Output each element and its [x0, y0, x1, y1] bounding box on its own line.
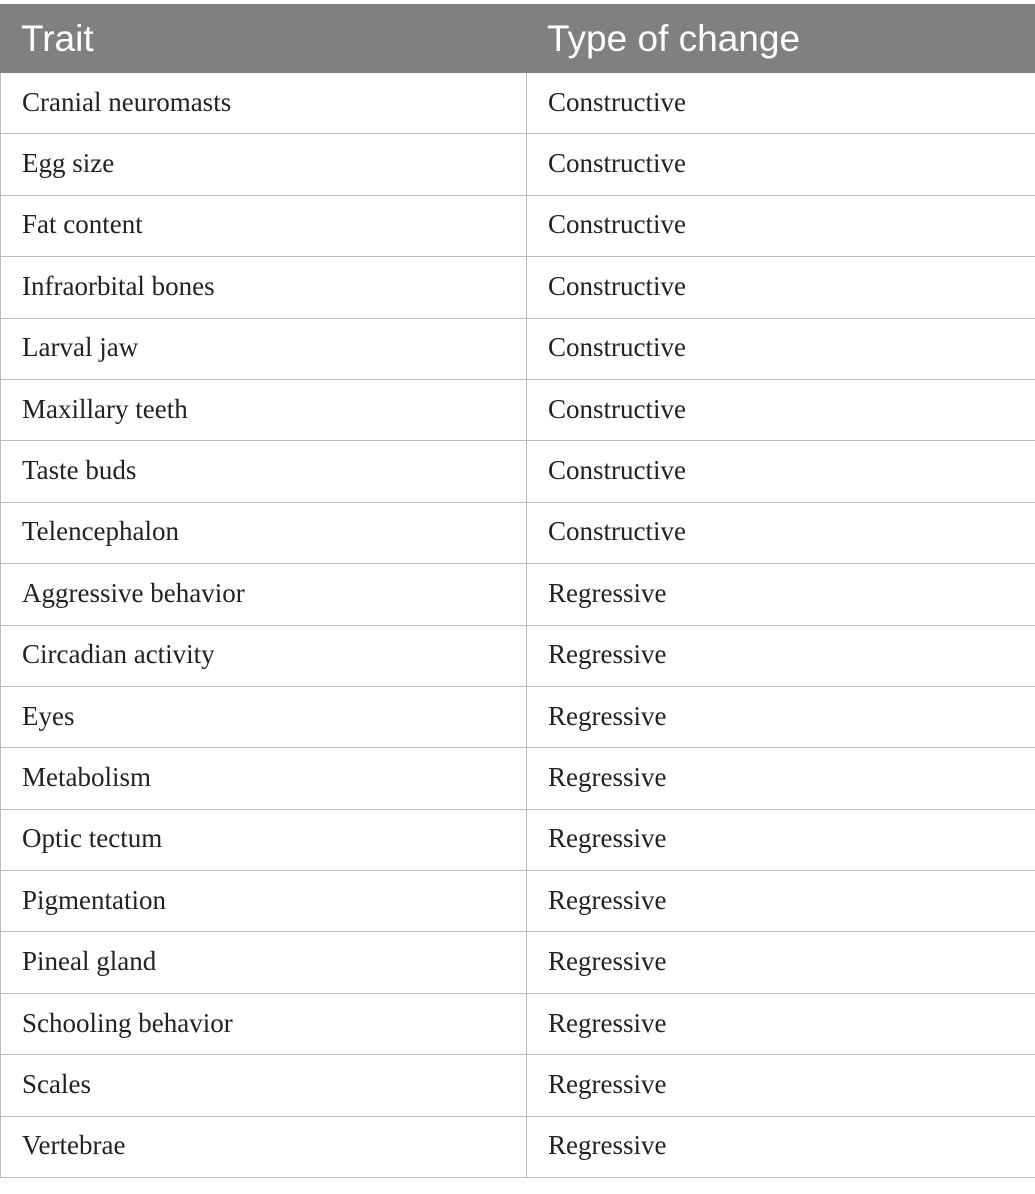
- type-of-change-cell: Constructive: [527, 73, 1035, 134]
- table-row: [1, 257, 1035, 318]
- table-row: [1, 318, 1035, 379]
- table-row: [1, 441, 1035, 502]
- trait-cell: Metabolism: [1, 748, 527, 809]
- traits-table-container: [0, 4, 1035, 1178]
- table-row: [1, 195, 1035, 256]
- trait-cell: Telencephalon: [1, 502, 527, 563]
- table-row: [1, 134, 1035, 195]
- type-of-change-cell: Constructive: [527, 379, 1035, 440]
- type-of-change-cell: Regressive: [527, 932, 1035, 993]
- trait-cell: Scales: [1, 1055, 527, 1116]
- table-row: [1, 564, 1035, 625]
- table-row: [1, 502, 1035, 563]
- trait-cell: Optic tectum: [1, 809, 527, 870]
- table-row: [1, 73, 1035, 134]
- type-of-change-cell: Regressive: [527, 748, 1035, 809]
- table-row: [1, 932, 1035, 993]
- type-of-change-cell: Regressive: [527, 871, 1035, 932]
- trait-cell: Schooling behavior: [1, 993, 527, 1054]
- type-of-change-cell: Constructive: [527, 318, 1035, 379]
- type-of-change-cell: Constructive: [527, 502, 1035, 563]
- type-of-change-cell: Regressive: [527, 1116, 1035, 1177]
- trait-cell: Pineal gland: [1, 932, 527, 993]
- trait-cell: Aggressive behavior: [1, 564, 527, 625]
- trait-cell: Pigmentation: [1, 871, 527, 932]
- type-of-change-cell: Constructive: [527, 195, 1035, 256]
- trait-cell: Maxillary teeth: [1, 379, 527, 440]
- type-of-change-cell: Constructive: [527, 134, 1035, 195]
- table-row: [1, 379, 1035, 440]
- type-of-change-cell: Regressive: [527, 993, 1035, 1054]
- type-of-change-cell: Regressive: [527, 809, 1035, 870]
- table-row: [1, 871, 1035, 932]
- table-header: [1, 5, 1035, 73]
- type-of-change-cell: Constructive: [527, 441, 1035, 502]
- table-row: [1, 625, 1035, 686]
- table-row: [1, 1055, 1035, 1116]
- trait-cell: Egg size: [1, 134, 527, 195]
- trait-cell: Cranial neuromasts: [1, 73, 527, 134]
- type-of-change-cell: Regressive: [527, 1055, 1035, 1116]
- trait-cell: Larval jaw: [1, 318, 527, 379]
- trait-cell: Fat content: [1, 195, 527, 256]
- header-row: [1, 5, 1035, 73]
- table-row: [1, 686, 1035, 747]
- type-of-change-cell: Regressive: [527, 625, 1035, 686]
- table-body: [1, 73, 1035, 1178]
- type-of-change-cell: Regressive: [527, 564, 1035, 625]
- trait-cell: Circadian activity: [1, 625, 527, 686]
- type-of-change-cell: Regressive: [527, 686, 1035, 747]
- trait-cell: Taste buds: [1, 441, 527, 502]
- trait-cell: Infraorbital bones: [1, 257, 527, 318]
- table-row: [1, 993, 1035, 1054]
- traits-table: [0, 4, 1035, 1178]
- header-trait: Trait: [1, 5, 527, 73]
- header-type-of-change: Type of change: [527, 5, 1035, 73]
- table-row: [1, 809, 1035, 870]
- trait-cell: Vertebrae: [1, 1116, 527, 1177]
- trait-cell: Eyes: [1, 686, 527, 747]
- table-row: [1, 1116, 1035, 1177]
- table-row: [1, 748, 1035, 809]
- type-of-change-cell: Constructive: [527, 257, 1035, 318]
